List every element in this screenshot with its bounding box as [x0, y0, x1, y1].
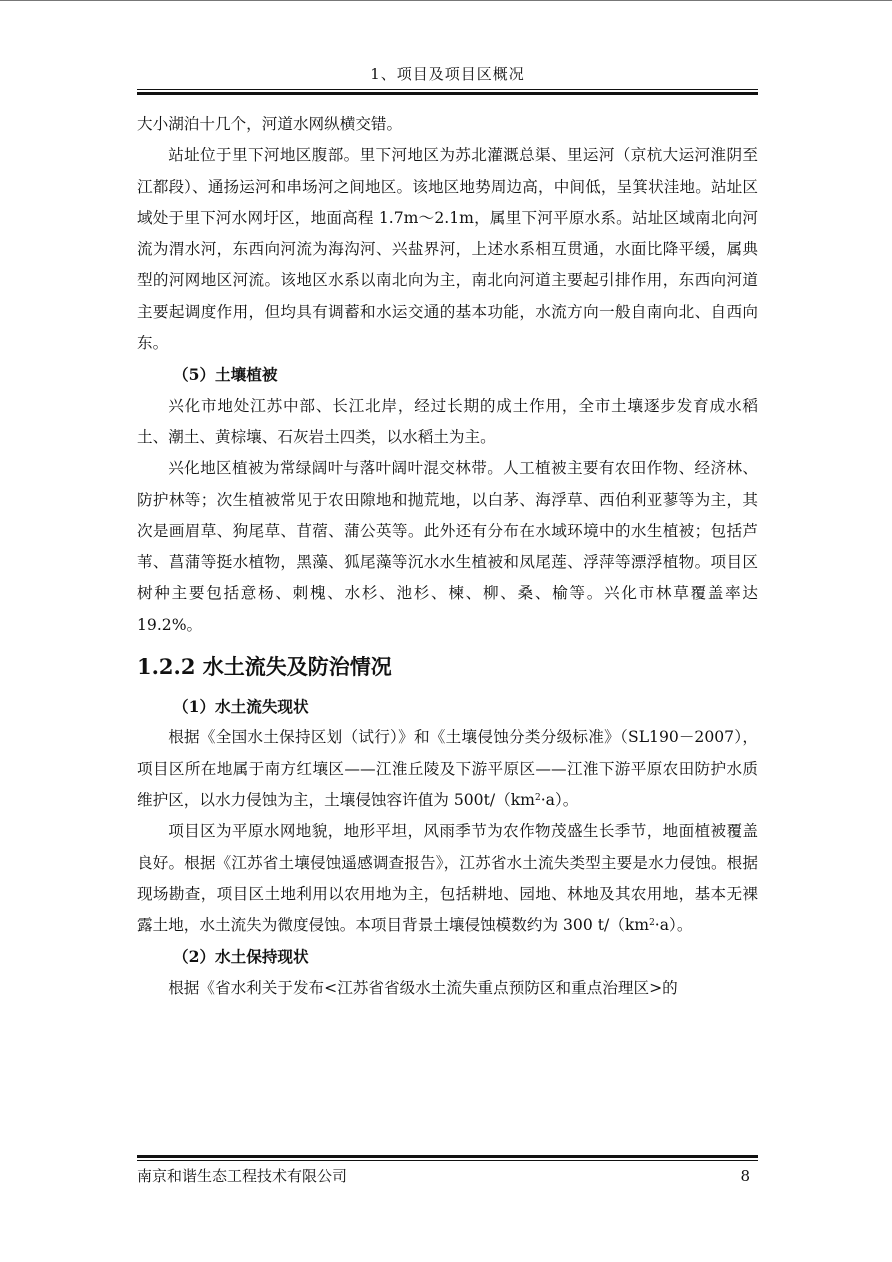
superscript-2: 2	[649, 918, 655, 929]
paragraph-erosion-zoning-unit: ·a）。	[540, 790, 579, 809]
subheading-erosion-status: （1）水土流失现状	[173, 697, 309, 717]
subheading-soil-vegetation: （5）土壤植被	[173, 365, 278, 385]
superscript-2: 2	[534, 792, 541, 803]
header-rule-thick	[137, 92, 758, 95]
page-top-border	[0, 0, 892, 1]
paragraph-erosion-background-text: 项目区为平原水网地貌，地形平坦，风雨季节为农作物茂盛生长季节，地面植被覆盖良好。根据《江苏省土壤侵蚀遥感调查报告》，江苏省水土流失类型主要是水力侵蚀。根据现场勘查，项目区土地利用以农用地为主，包括耕地、园地、林地及其农用地，基本无裸露土地，水土流失为微度侵蚀。本项目背景土壤侵蚀模数约为 300 t/（km	[137, 822, 758, 935]
paragraph-erosion-background-unit: ·a）。	[654, 916, 693, 935]
paragraph-vegetation: 兴化地区植被为常绿阔叶与落叶阔叶混交林带。人工植被主要有农田作物、经济林、防护林等；次生植被常见于农田隙地和抛荒地，以白茅、海浮草、西伯利亚蓼等为主，其次是画眉草、狗尾草、苜蓿、蒲公英等。此外还有分布在水域环境中的水生植被；包括芦苇、菖蒲等挺水植物，黑藻、狐尾藻等沉水水生植被和凤尾莲、浮萍等漂浮植物。项目区树种主要包括意杨、刺槐、水杉、池杉、楝、柳、桑、榆等。兴化市林草覆盖率达 19.2%。	[137, 459, 758, 634]
footer-rule-thin	[137, 1160, 758, 1161]
paragraph-hydrology: 站址位于里下河地区腹部。里下河地区为苏北灌溉总渠、里运河（京杭大运河淮阴至江都段）、通扬运河和串场河之间地区。该地区地势周边高，中间低，呈箕状洼地。站址区域处于里下河水网圩区，地面高程 1.7m～2.1m，属里下河平原水系。站址区域南北向河流为渭水河，东西向河流为海沟河、兴盐界河，上述水系相互贯通，水面比降平缓，属典型的河网地区河流。该地区水系以南北向为主，南北向河道主要起引排作用，东西向河道主要起调度作用，但均具有调蓄和水运交通的基本功能，水流方向一般自南向北、自西向东。	[137, 146, 758, 353]
footer-page-number: 8	[740, 1167, 750, 1185]
footer-rule-thick	[137, 1155, 758, 1158]
paragraph-soil: 兴化市地处江苏中部、长江北岸，经过长期的成土作用，全市土壤逐步发育成水稻土、潮土、黄棕壤、石灰岩土四类，以水稻土为主。	[137, 396, 758, 446]
footer-company: 南京和谐生态工程技术有限公司	[137, 1167, 348, 1185]
running-header: 1、项目及项目区概况	[370, 65, 525, 83]
paragraph-erosion-background	[137, 816, 758, 941]
page-body	[137, 109, 758, 1004]
header-rule-thin	[137, 89, 758, 90]
subheading-conservation-status: （2）水土保持现状	[173, 947, 309, 967]
paragraph-erosion-zoning-text: 根据《全国水土保持区划（试行）》和《土壤侵蚀分类分级标准》（SL190－2007），项目区所在地属于南方红壤区——江淮丘陵及下游平原区——江淮下游平原农田防护水质维护区，以水力侵蚀为主，土壤侵蚀容许值为 500t/（km	[137, 728, 758, 809]
paragraph-erosion-zoning	[137, 722, 758, 816]
paragraph-lakes: 大小湖泊十几个，河道水网纵横交错。	[137, 115, 403, 133]
section-heading-erosion: 1.2.2 水土流失及防治情况	[137, 654, 392, 680]
paragraph-conservation: 根据《省水利关于发布<江苏省省级水土流失重点预防区和重点治理区>的	[168, 978, 678, 997]
